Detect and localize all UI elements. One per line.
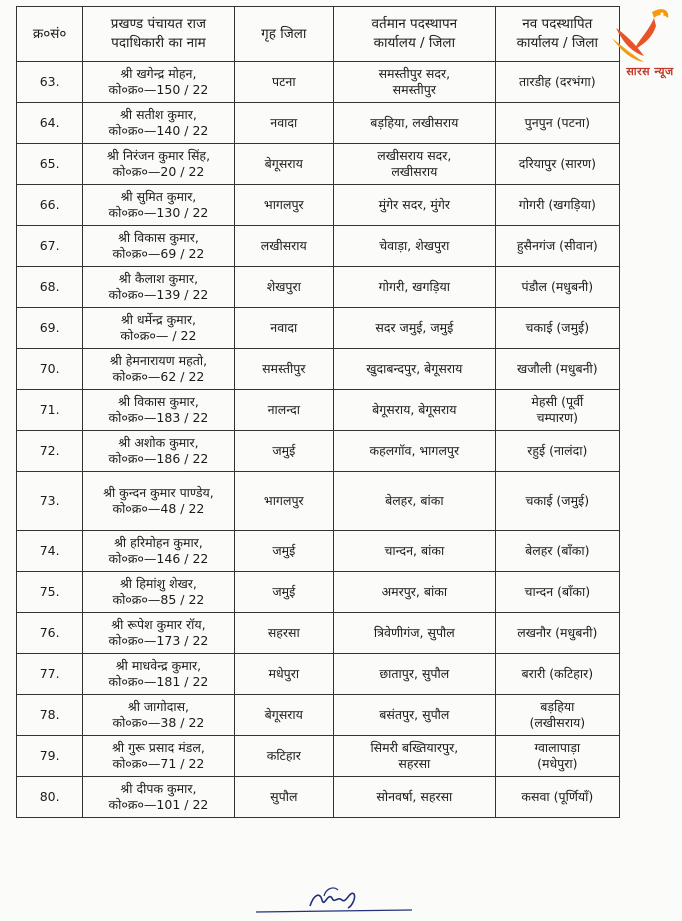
- name-cell: श्री हेमनारायण महतो, को०क्र०—62 / 22: [83, 349, 234, 390]
- current-posting-cell: मुंगेर सदर, मुंगेर: [334, 185, 496, 226]
- table-row: [17, 695, 620, 736]
- home-district-cell: मधेपुरा: [234, 654, 333, 695]
- name-cell: श्री रूपेश कुमार रॉय, को०क्र०—173 / 22: [83, 613, 234, 654]
- serial-cell: 66.: [17, 185, 83, 226]
- new-posting-cell: चकाई (जमुई): [495, 308, 619, 349]
- new-posting-cell: हुसैनगंज (सीवान): [495, 226, 619, 267]
- header-new-posting: नव पदस्थापित कार्यालय / जिला: [495, 7, 619, 62]
- table-row: [17, 144, 620, 185]
- serial-cell: 73.: [17, 472, 83, 531]
- table-row: [17, 654, 620, 695]
- table-row: [17, 349, 620, 390]
- current-posting-cell: गोगरी, खगड़िया: [334, 267, 496, 308]
- table-row: [17, 267, 620, 308]
- serial-cell: 78.: [17, 695, 83, 736]
- serial-cell: 70.: [17, 349, 83, 390]
- home-district-cell: शेखपुरा: [234, 267, 333, 308]
- name-cell: श्री निरंजन कुमार सिंह, को०क्र०—20 / 22: [83, 144, 234, 185]
- home-district-cell: नालन्दा: [234, 390, 333, 431]
- home-district-cell: सुपौल: [234, 777, 333, 818]
- serial-cell: 76.: [17, 613, 83, 654]
- home-district-cell: जमुई: [234, 431, 333, 472]
- current-posting-cell: बड़हिया, लखीसराय: [334, 103, 496, 144]
- serial-cell: 67.: [17, 226, 83, 267]
- home-district-cell: सहरसा: [234, 613, 333, 654]
- new-posting-cell: रहुई (नालंदा): [495, 431, 619, 472]
- current-posting-cell: बसंतपुर, सुपौल: [334, 695, 496, 736]
- header-name: प्रखण्ड पंचायत राज पदाधिकारी का नाम: [83, 7, 234, 62]
- current-posting-cell: चान्दन, बांका: [334, 531, 496, 572]
- new-posting-cell: चान्दन (बाँका): [495, 572, 619, 613]
- serial-cell: 80.: [17, 777, 83, 818]
- home-district-cell: पटना: [234, 62, 333, 103]
- serial-cell: 68.: [17, 267, 83, 308]
- home-district-cell: जमुई: [234, 531, 333, 572]
- serial-cell: 74.: [17, 531, 83, 572]
- table-row: [17, 308, 620, 349]
- home-district-cell: भागलपुर: [234, 185, 333, 226]
- table-row: [17, 103, 620, 144]
- table-row: [17, 62, 620, 103]
- current-posting-cell: सोनवर्षा, सहरसा: [334, 777, 496, 818]
- name-cell: श्री अशोक कुमार, को०क्र०—186 / 22: [83, 431, 234, 472]
- current-posting-cell: बेगूसराय, बेगूसराय: [334, 390, 496, 431]
- new-posting-cell: बेलहर (बाँका): [495, 531, 619, 572]
- home-district-cell: समस्तीपुर: [234, 349, 333, 390]
- current-posting-cell: बेलहर, बांका: [334, 472, 496, 531]
- home-district-cell: नवादा: [234, 103, 333, 144]
- header-current-posting: वर्तमान पदस्थापन कार्यालय / जिला: [334, 7, 496, 62]
- name-cell: श्री विकास कुमार, को०क्र०—183 / 22: [83, 390, 234, 431]
- transfer-table: [16, 6, 620, 818]
- home-district-cell: बेगूसराय: [234, 695, 333, 736]
- name-cell: श्री हरिमोहन कुमार, को०क्र०—146 / 22: [83, 531, 234, 572]
- table-row: [17, 572, 620, 613]
- new-posting-cell: दरियापुर (सारण): [495, 144, 619, 185]
- current-posting-cell: त्रिवेणीगंज, सुपौल: [334, 613, 496, 654]
- home-district-cell: भागलपुर: [234, 472, 333, 531]
- signature-icon: [254, 878, 414, 918]
- new-posting-cell: लखनौर (मधुबनी): [495, 613, 619, 654]
- serial-cell: 79.: [17, 736, 83, 777]
- serial-cell: 63.: [17, 62, 83, 103]
- name-cell: श्री विकास कुमार, को०क्र०—69 / 22: [83, 226, 234, 267]
- header-row: [17, 7, 620, 62]
- name-cell: श्री कुन्दन कुमार पाण्डेय, को०क्र०—48 / 22: [83, 472, 234, 531]
- table-row: [17, 226, 620, 267]
- logo-text: सारस न्यूज: [626, 65, 674, 78]
- current-posting-cell: सिमरी बख्तियारपुर, सहरसा: [334, 736, 496, 777]
- name-cell: श्री हिमांशु शेखर, को०क्र०—85 / 22: [83, 572, 234, 613]
- home-district-cell: कटिहार: [234, 736, 333, 777]
- table-row: [17, 777, 620, 818]
- name-cell: श्री जागोदास, को०क्र०—38 / 22: [83, 695, 234, 736]
- name-cell: श्री सतीश कुमार, को०क्र०—140 / 22: [83, 103, 234, 144]
- name-cell: श्री कैलाश कुमार, को०क्र०—139 / 22: [83, 267, 234, 308]
- current-posting-cell: छातापुर, सुपौल: [334, 654, 496, 695]
- serial-cell: 72.: [17, 431, 83, 472]
- current-posting-cell: चेवाड़ा, शेखपुरा: [334, 226, 496, 267]
- name-cell: श्री माधवेन्द्र कुमार, को०क्र०—181 / 22: [83, 654, 234, 695]
- current-posting-cell: खुदाबन्दपुर, बेगूसराय: [334, 349, 496, 390]
- name-cell: श्री दीपक कुमार, को०क्र०—101 / 22: [83, 777, 234, 818]
- name-cell: श्री सुमित कुमार, को०क्र०—130 / 22: [83, 185, 234, 226]
- table-row: [17, 531, 620, 572]
- serial-cell: 65.: [17, 144, 83, 185]
- new-posting-cell: खजौली (मधुबनी): [495, 349, 619, 390]
- name-cell: श्री गुरू प्रसाद मंडल, को०क्र०—71 / 22: [83, 736, 234, 777]
- current-posting-cell: सदर जमुई, जमुई: [334, 308, 496, 349]
- table-row: [17, 613, 620, 654]
- new-posting-cell: चकाई (जमुई): [495, 472, 619, 531]
- current-posting-cell: लखीसराय सदर, लखीसराय: [334, 144, 496, 185]
- serial-cell: 64.: [17, 103, 83, 144]
- new-posting-cell: तारडीह (दरभंगा): [495, 62, 619, 103]
- name-cell: श्री खगेन्द्र मोहन, को०क्र०—150 / 22: [83, 62, 234, 103]
- new-posting-cell: मेहसी (पूर्वी चम्पारण): [495, 390, 619, 431]
- serial-cell: 71.: [17, 390, 83, 431]
- home-district-cell: लखीसराय: [234, 226, 333, 267]
- new-posting-cell: पंडौल (मधुबनी): [495, 267, 619, 308]
- new-posting-cell: बड़हिया (लखीसराय): [495, 695, 619, 736]
- transfer-document: [16, 6, 620, 818]
- new-posting-cell: कसवा (पूर्णियाँ): [495, 777, 619, 818]
- name-cell: श्री धर्मेन्द्र कुमार, को०क्र०— / 22: [83, 308, 234, 349]
- header-serial: क्र०सं०: [17, 7, 83, 62]
- new-posting-cell: बरारी (कटिहार): [495, 654, 619, 695]
- table-row: [17, 390, 620, 431]
- serial-cell: 69.: [17, 308, 83, 349]
- current-posting-cell: अमरपुर, बांका: [334, 572, 496, 613]
- new-posting-cell: पुनपुन (पटना): [495, 103, 619, 144]
- table-row: [17, 431, 620, 472]
- table-row: [17, 185, 620, 226]
- new-posting-cell: गोगरी (खगड़िया): [495, 185, 619, 226]
- serial-cell: 75.: [17, 572, 83, 613]
- home-district-cell: नवादा: [234, 308, 333, 349]
- serial-cell: 77.: [17, 654, 83, 695]
- current-posting-cell: समस्तीपुर सदर, समस्तीपुर: [334, 62, 496, 103]
- home-district-cell: बेगूसराय: [234, 144, 333, 185]
- header-home-district: गृह जिला: [234, 7, 333, 62]
- current-posting-cell: कहलगॉव, भागलपुर: [334, 431, 496, 472]
- table-row: [17, 736, 620, 777]
- new-posting-cell: ग्वालापाड़ा (मधेपुरा): [495, 736, 619, 777]
- home-district-cell: जमुई: [234, 572, 333, 613]
- table-row: [17, 472, 620, 531]
